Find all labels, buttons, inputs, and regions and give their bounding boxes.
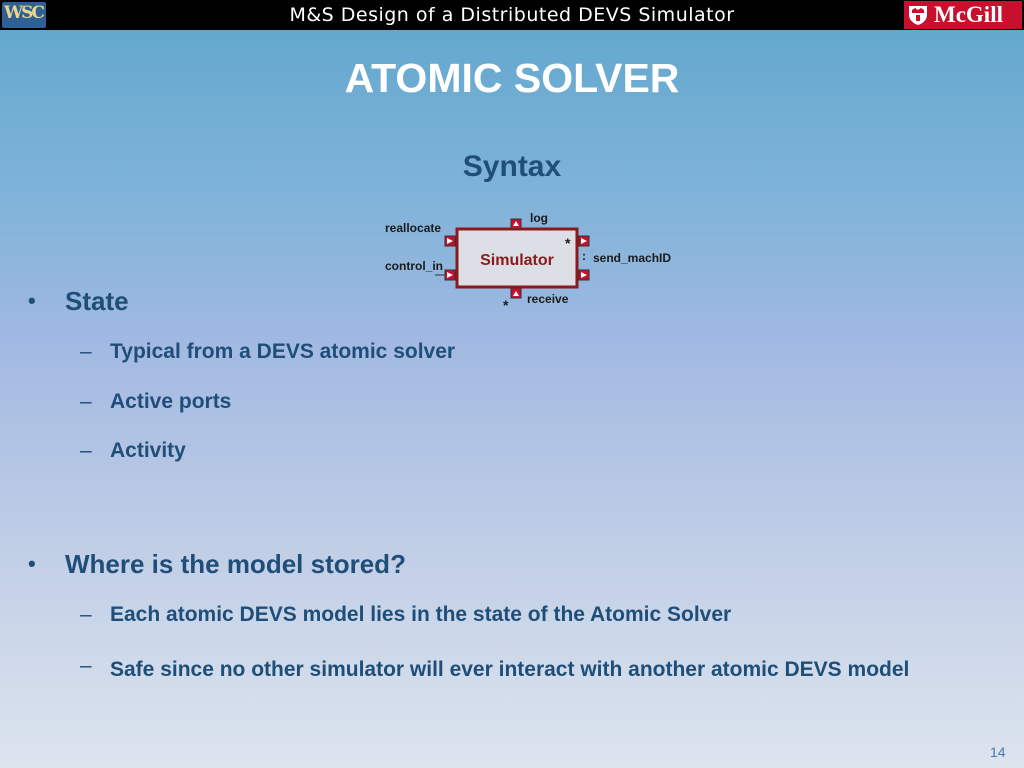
port-label-receive: receive: [527, 292, 569, 306]
port-label-send-machid: send_machID: [593, 251, 672, 265]
sub-bullet-text: Safe since no other simulator will ever interact with another atomic DEVS model: [110, 658, 910, 681]
sub-bullet-dash: –: [80, 340, 92, 363]
sub-bullet: [80, 654, 990, 685]
sub-bullet-dash: –: [80, 390, 92, 413]
star-send: *: [565, 235, 571, 251]
mcgill-logo: [904, 1, 1022, 29]
wsc-logo: [2, 2, 46, 28]
slide-subtitle: Syntax: [462, 150, 562, 183]
bullet-model-stored: [28, 549, 928, 583]
port-label-control-in: control_in: [385, 259, 444, 273]
bullet-text: Where is the model stored?: [65, 549, 406, 579]
bullet-text: State: [65, 286, 129, 316]
ellipsis-send: :: [582, 249, 586, 263]
slide-title: ATOMIC SOLVER: [344, 55, 680, 101]
star-receive: *: [503, 297, 509, 313]
bullet-dot: •: [28, 288, 36, 313]
simulator-block-label: Simulator: [480, 252, 554, 269]
header-title: M&S Design of a Distributed DEVS Simulator: [289, 4, 735, 26]
port-label-reallocate: reallocate: [385, 221, 442, 235]
wsc-logo-text: WSC: [4, 3, 43, 23]
sub-bullet-dash: –: [80, 439, 92, 462]
sub-bullet-text: Activity: [110, 439, 186, 462]
sub-bullet-text: Active ports: [110, 390, 232, 413]
sub-bullet-dash: –: [80, 654, 92, 677]
port-label-log: log: [530, 211, 548, 225]
bullet-dot: •: [28, 551, 36, 576]
slide-number: 14: [990, 744, 1006, 760]
bullet-state: [28, 286, 928, 320]
sub-bullet-dash: –: [80, 603, 92, 626]
mcgill-shield-icon: [907, 4, 929, 26]
sub-bullet-text: Typical from a DEVS atomic solver: [110, 340, 456, 363]
mcgill-logo-text: McGill: [934, 2, 1003, 27]
sub-bullet-text: Each atomic DEVS model lies in the state of the Atomic Solver: [110, 603, 732, 626]
